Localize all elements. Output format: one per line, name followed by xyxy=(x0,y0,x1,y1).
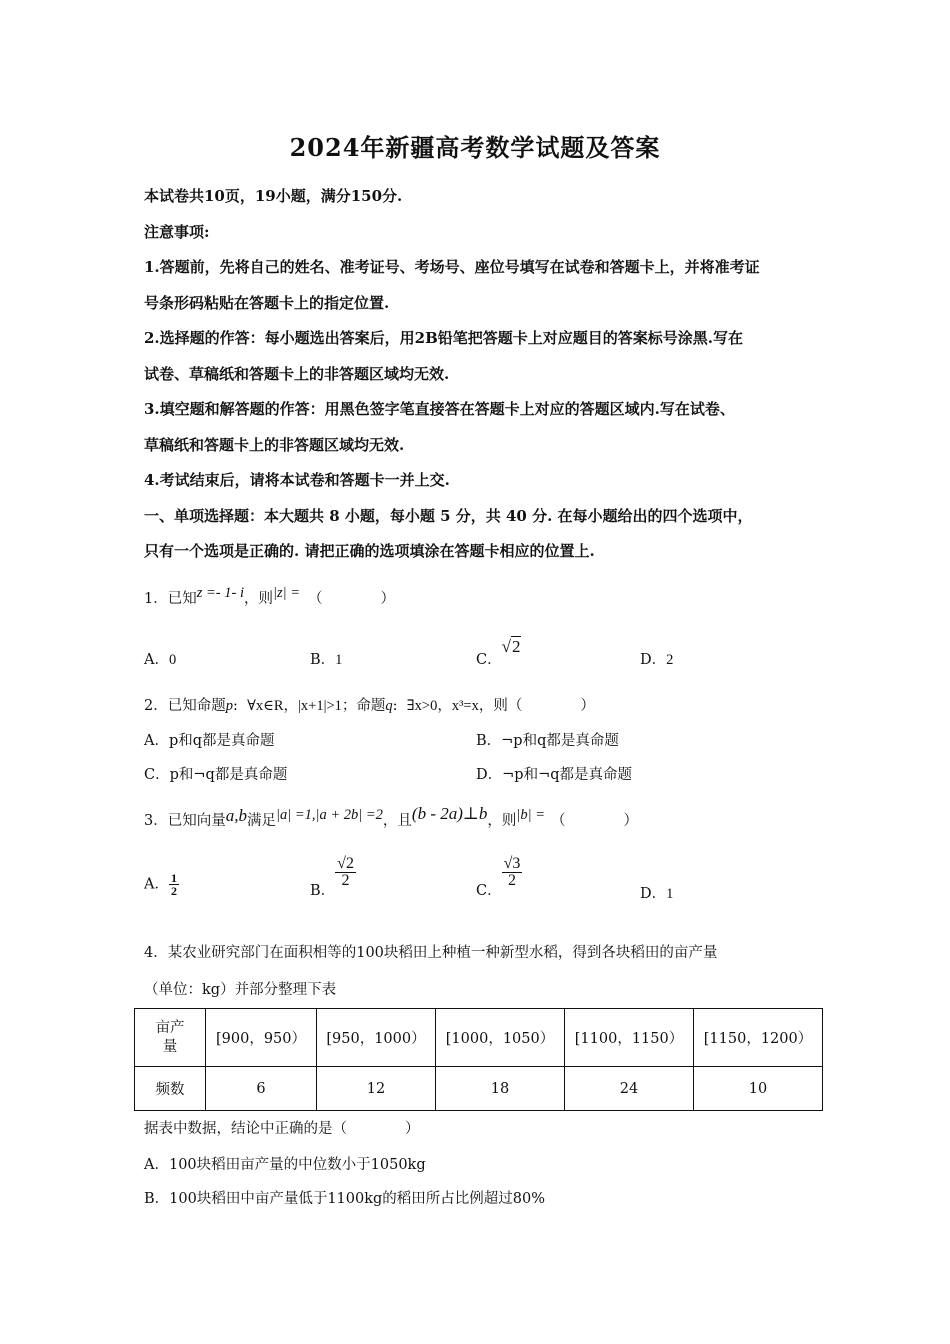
question-4: 4．某农业研究部门在面积相等的100块稻田上种植一种新型水稻，得到各块稻田的亩产量 xyxy=(144,945,718,961)
table-row xyxy=(135,1009,823,1067)
math-expression: |b| = xyxy=(516,807,546,823)
option-letter: D． xyxy=(476,767,503,783)
denominator: 2 xyxy=(508,872,516,889)
option-letter: C． xyxy=(144,767,170,783)
exam-summary: 本试卷共10页，19小题，满分150分. xyxy=(144,187,403,205)
math-expression: ∃x>0，x³=x xyxy=(406,698,479,714)
question-4-continued: （单位：kg）并部分整理下表 xyxy=(144,982,337,998)
table-cell: [1000，1050） xyxy=(436,1009,565,1067)
option-text: p和¬q都是真命题 xyxy=(169,767,288,783)
math-expression: z =- 1- i xyxy=(196,585,244,601)
fraction xyxy=(335,856,356,889)
option-letter: B． xyxy=(310,652,336,668)
question-text: 满足 xyxy=(246,813,276,829)
radicand: 2 xyxy=(511,637,521,656)
question-2: 2．已知命题p: ∀x∈R，|x+1|>1；命题q: ∃x>0，x³=x，则（ ） xyxy=(144,698,595,714)
option-letter: B． xyxy=(476,733,502,749)
notice-line: 号条形码粘贴在答题卡上的指定位置. xyxy=(144,294,390,312)
option-letter: D． xyxy=(640,886,667,902)
row-header-yield xyxy=(135,1009,206,1067)
math-expression: |a| =1,|a + 2b| =2 xyxy=(275,807,383,823)
answer-paren: （ ） xyxy=(551,813,639,829)
option-letter: A． xyxy=(144,876,169,893)
question-text: ，且 xyxy=(382,813,412,829)
option-letter: A． xyxy=(144,652,169,668)
fraction xyxy=(502,856,523,889)
option-value: 1 xyxy=(666,886,674,902)
numerator: √2 xyxy=(337,855,354,872)
option-text: ¬p和q都是真命题 xyxy=(501,733,619,749)
notice-line: 3.填空题和解答题的作答：用黑色签字笔直接答在答题卡上对应的答题区域内.写在试卷、 xyxy=(144,400,735,418)
numerator: √3 xyxy=(503,855,521,872)
option-b xyxy=(310,648,342,669)
question-prefix: 2．已知命题 xyxy=(144,698,226,714)
option-text: ¬p和¬q都是真命题 xyxy=(502,767,633,783)
section-instructions: 一、单项选择题：本大题共 8 小题，每小题 5 分，共 40 分. 在每小题给出的四个选项中， xyxy=(144,507,753,525)
question-text: ，则 xyxy=(487,813,517,829)
option-letter: D． xyxy=(640,652,667,668)
question-text: ，则 xyxy=(243,591,273,607)
table-cell: [1100，1150） xyxy=(565,1009,694,1067)
notice-line: 草稿纸和答题卡上的非答题区域均无效. xyxy=(144,436,405,454)
numerator: 1 xyxy=(170,871,177,885)
option-letter: B． xyxy=(310,882,336,899)
option-letter: C． xyxy=(476,882,502,899)
option-value: 2 xyxy=(666,652,674,668)
table-cell: 10 xyxy=(694,1067,823,1111)
question-1 xyxy=(144,587,395,608)
question-prefix: 3．已知向量 xyxy=(144,813,226,829)
proposition-p: p xyxy=(225,698,233,714)
page-title: 2024年新疆高考数学试题及答案 xyxy=(289,133,661,162)
question-3 xyxy=(144,804,639,830)
option-letter: C． xyxy=(476,652,502,668)
table-cell: 18 xyxy=(436,1067,565,1111)
notice-heading: 注意事项: xyxy=(144,223,210,241)
option-a xyxy=(144,872,179,897)
option-a xyxy=(144,648,176,669)
question-text: ；命题 xyxy=(341,698,386,714)
question-4-prompt: 据表中数据，结论中正确的是（ ） xyxy=(144,1121,420,1137)
cell-text: 亩产量 xyxy=(155,1019,185,1055)
option-c xyxy=(144,763,287,784)
table-cell: [950，1000） xyxy=(317,1009,436,1067)
table-cell: 12 xyxy=(317,1067,436,1111)
option-b: B．100块稻田中亩产量低于1100kg的稻田所占比例超过80% xyxy=(144,1191,546,1207)
fraction xyxy=(169,872,179,897)
table-cell: [1150，1200） xyxy=(694,1009,823,1067)
notice-line: 试卷、草稿纸和答题卡上的非答题区域均无效. xyxy=(144,365,450,383)
section-instructions: 只有一个选项是正确的. 请把正确的选项填涂在答题卡相应的位置上. xyxy=(144,542,595,560)
answer-paren: ，则（ ） xyxy=(478,698,595,714)
frequency-table xyxy=(134,1008,823,1111)
option-c xyxy=(476,855,522,899)
option-d xyxy=(640,648,673,669)
option-a xyxy=(144,729,275,750)
math-expression: a,b xyxy=(225,806,247,825)
option-c xyxy=(476,637,521,669)
table-row xyxy=(135,1067,823,1111)
notice-line: 1.答题前，先将自己的姓名、准考证号、考场号、座位号填写在试卷和答题卡上，并将准考证 xyxy=(144,258,760,276)
row-header-frequency: 频数 xyxy=(135,1067,206,1111)
math-expression: (b - 2a)⊥b xyxy=(411,804,488,823)
option-value: 0 xyxy=(168,652,177,668)
denominator: 2 xyxy=(170,884,177,898)
denominator: 2 xyxy=(341,872,350,889)
math-expression: |z| = xyxy=(272,585,301,601)
table-cell: [900，950） xyxy=(206,1009,317,1067)
option-b xyxy=(476,729,619,750)
option-value: 1 xyxy=(335,652,343,668)
sqrt-expression: √2 xyxy=(501,637,521,656)
question-prefix: 1．已知 xyxy=(144,591,197,607)
table-cell: 24 xyxy=(565,1067,694,1111)
option-a: A．100块稻田亩产量的中位数小于1050kg xyxy=(144,1157,426,1173)
option-d xyxy=(476,763,632,784)
option-text: p和q都是真命题 xyxy=(168,733,275,749)
option-b xyxy=(310,855,356,899)
option-letter: A． xyxy=(144,733,169,749)
notice-line: 4.考试结束后，请将本试卷和答题卡一并上交. xyxy=(144,471,450,489)
option-d xyxy=(640,882,673,903)
notice-line: 2.选择题的作答：每小题选出答案后，用2B铅笔把答题卡上对应题目的答案标号涂黑.写在 xyxy=(144,329,744,347)
math-expression: ∀x∈R，|x+1|>1 xyxy=(247,698,342,714)
answer-paren: （ ） xyxy=(308,591,396,607)
proposition-q: q xyxy=(385,698,393,714)
table-cell: 6 xyxy=(206,1067,317,1111)
